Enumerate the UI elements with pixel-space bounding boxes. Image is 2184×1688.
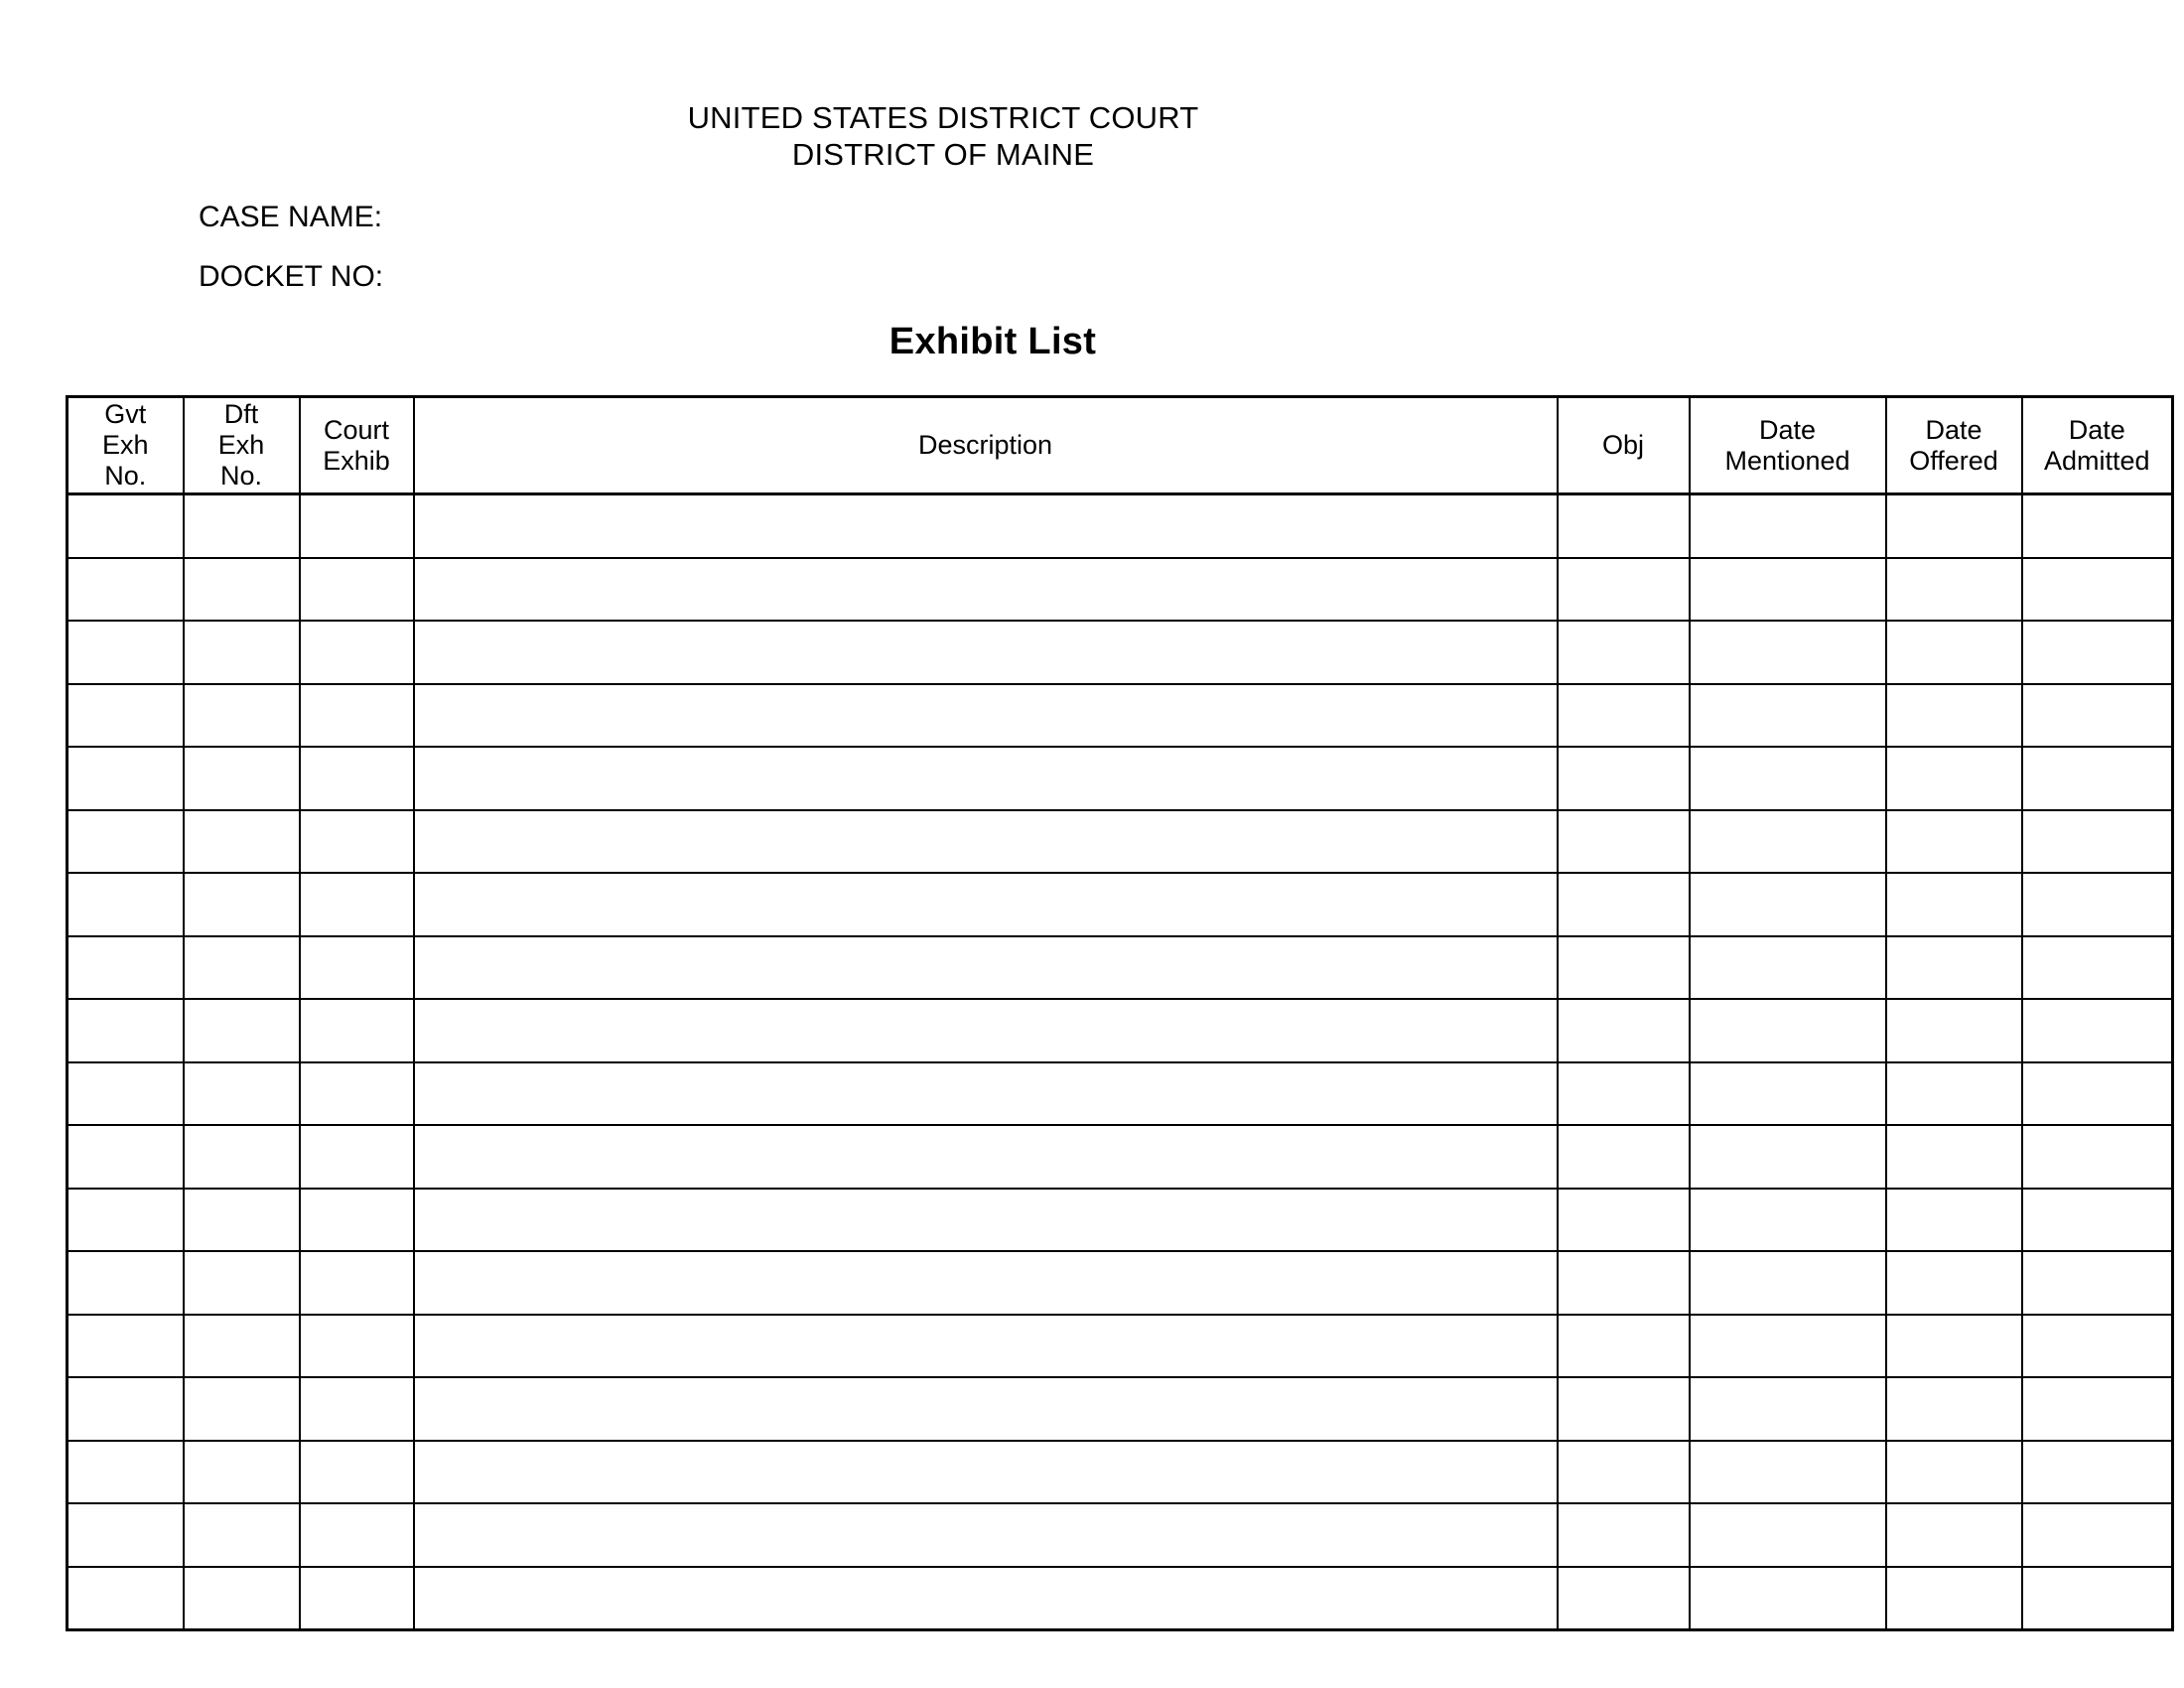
cell-dft_exh_no[interactable] — [184, 810, 300, 874]
cell-date_admitted[interactable] — [2022, 1062, 2173, 1126]
cell-court_exhib[interactable] — [300, 1441, 414, 1504]
cell-dft_exh_no[interactable] — [184, 1189, 300, 1252]
cell-description[interactable] — [414, 873, 1558, 936]
table-row[interactable] — [68, 1251, 2173, 1315]
cell-obj[interactable] — [1558, 1125, 1690, 1189]
cell-gvt_exh_no[interactable] — [68, 684, 184, 748]
exhibit-table-header — [68, 397, 2173, 494]
cell-gvt_exh_no[interactable] — [68, 1125, 184, 1189]
cell-description[interactable] — [414, 936, 1558, 1000]
cell-court_exhib[interactable] — [300, 1125, 414, 1189]
cell-date_mentioned[interactable] — [1690, 1125, 1886, 1189]
cell-date_offered[interactable] — [1886, 810, 2022, 874]
cell-date_mentioned[interactable] — [1690, 1441, 1886, 1504]
cell-obj[interactable] — [1558, 621, 1690, 684]
cell-date_mentioned[interactable] — [1690, 999, 1886, 1062]
case-name-label: CASE NAME: — [199, 201, 383, 233]
obj-line1: Obj — [1601, 430, 1645, 460]
cell-date_mentioned[interactable] — [1690, 747, 1886, 810]
cell-description[interactable] — [414, 1125, 1558, 1189]
cell-dft_exh_no[interactable] — [184, 999, 300, 1062]
docket-no-label: DOCKET NO: — [199, 260, 384, 293]
cell-dft_exh_no[interactable] — [184, 1062, 300, 1126]
column-header-gvt-exh-no — [68, 397, 184, 494]
cell-obj[interactable] — [1558, 1189, 1690, 1252]
table-row[interactable] — [68, 1377, 2173, 1441]
cell-description[interactable] — [414, 1377, 1558, 1441]
cell-description[interactable] — [414, 621, 1558, 684]
cell-date_mentioned[interactable] — [1690, 1189, 1886, 1252]
cell-date_admitted[interactable] — [2022, 1503, 2173, 1567]
cell-date_offered[interactable] — [1886, 1125, 2022, 1189]
cell-gvt_exh_no[interactable] — [68, 999, 184, 1062]
cell-court_exhib[interactable] — [300, 1251, 414, 1315]
cell-dft_exh_no[interactable] — [184, 1503, 300, 1567]
cell-description[interactable] — [414, 1503, 1558, 1567]
exhibit-table-container — [66, 395, 2171, 1631]
court-district: DISTRICT OF MAINE — [791, 137, 1095, 172]
date-admitted-line1: Date — [2068, 414, 2125, 445]
cell-obj[interactable] — [1558, 1315, 1690, 1378]
cell-obj[interactable] — [1558, 1251, 1690, 1315]
cell-description[interactable] — [414, 558, 1558, 622]
column-header-date-mentioned — [1690, 397, 1886, 494]
cell-date_mentioned[interactable] — [1690, 494, 1886, 558]
cell-date_mentioned[interactable] — [1690, 1251, 1886, 1315]
cell-date_mentioned[interactable] — [1690, 810, 1886, 874]
cell-date_admitted[interactable] — [2022, 621, 2173, 684]
cell-date_admitted[interactable] — [2022, 873, 2173, 936]
cell-court_exhib[interactable] — [300, 810, 414, 874]
cell-date_offered[interactable] — [1886, 873, 2022, 936]
cell-dft_exh_no[interactable] — [184, 621, 300, 684]
cell-gvt_exh_no[interactable] — [68, 1503, 184, 1567]
cell-court_exhib[interactable] — [300, 621, 414, 684]
cell-obj[interactable] — [1558, 810, 1690, 874]
cell-obj[interactable] — [1558, 873, 1690, 936]
cell-description[interactable] — [414, 999, 1558, 1062]
date-mentioned-line2: Mentioned — [1724, 445, 1850, 476]
cell-dft_exh_no[interactable] — [184, 1567, 300, 1630]
cell-obj[interactable] — [1558, 747, 1690, 810]
column-header-court-exhib — [300, 397, 414, 494]
cell-gvt_exh_no[interactable] — [68, 1567, 184, 1630]
cell-date_mentioned[interactable] — [1690, 873, 1886, 936]
table-row[interactable] — [68, 747, 2173, 810]
case-name-field — [199, 201, 382, 234]
cell-description[interactable] — [414, 684, 1558, 748]
cell-gvt_exh_no[interactable] — [68, 494, 184, 558]
cell-court_exhib[interactable] — [300, 1503, 414, 1567]
page-title: Exhibit List — [888, 321, 1097, 362]
cell-date_offered[interactable] — [1886, 936, 2022, 1000]
table-row[interactable] — [68, 1503, 2173, 1567]
cell-date_mentioned[interactable] — [1690, 1315, 1886, 1378]
column-header-obj — [1558, 397, 1690, 494]
cell-obj[interactable] — [1558, 1377, 1690, 1441]
cell-dft_exh_no[interactable] — [184, 747, 300, 810]
cell-date_admitted[interactable] — [2022, 1189, 2173, 1252]
cell-gvt_exh_no[interactable] — [68, 621, 184, 684]
cell-obj[interactable] — [1558, 1062, 1690, 1126]
cell-gvt_exh_no[interactable] — [68, 1062, 184, 1126]
cell-description[interactable] — [414, 1315, 1558, 1378]
cell-obj[interactable] — [1558, 684, 1690, 748]
cell-gvt_exh_no[interactable] — [68, 747, 184, 810]
cell-description[interactable] — [414, 1567, 1558, 1630]
cell-date_admitted[interactable] — [2022, 1441, 2173, 1504]
cell-gvt_exh_no[interactable] — [68, 558, 184, 622]
cell-date_mentioned[interactable] — [1690, 936, 1886, 1000]
cell-obj[interactable] — [1558, 1567, 1690, 1630]
cell-date_admitted[interactable] — [2022, 810, 2173, 874]
cell-gvt_exh_no[interactable] — [68, 1315, 184, 1378]
cell-date_offered[interactable] — [1886, 1062, 2022, 1126]
cell-gvt_exh_no[interactable] — [68, 873, 184, 936]
exhibit-table-body — [68, 494, 2173, 1630]
cell-date_offered[interactable] — [1886, 558, 2022, 622]
cell-court_exhib[interactable] — [300, 1567, 414, 1630]
cell-description[interactable] — [414, 810, 1558, 874]
table-row[interactable] — [68, 494, 2173, 558]
dft-exh-no-line1: Dft — [223, 399, 259, 429]
cell-gvt_exh_no[interactable] — [68, 1377, 184, 1441]
cell-date_offered[interactable] — [1886, 621, 2022, 684]
cell-date_mentioned[interactable] — [1690, 1503, 1886, 1567]
cell-dft_exh_no[interactable] — [184, 936, 300, 1000]
table-row[interactable] — [68, 558, 2173, 622]
cell-date_admitted[interactable] — [2022, 494, 2173, 558]
cell-date_offered[interactable] — [1886, 1503, 2022, 1567]
table-row[interactable] — [68, 684, 2173, 748]
cell-date_mentioned[interactable] — [1690, 621, 1886, 684]
docket-no-field — [199, 260, 383, 294]
cell-description[interactable] — [414, 1251, 1558, 1315]
cell-dft_exh_no[interactable] — [184, 873, 300, 936]
cell-court_exhib[interactable] — [300, 999, 414, 1062]
cell-date_offered[interactable] — [1886, 1441, 2022, 1504]
cell-date_offered[interactable] — [1886, 747, 2022, 810]
cell-date_offered[interactable] — [1886, 1377, 2022, 1441]
court-heading — [0, 99, 1886, 173]
cell-court_exhib[interactable] — [300, 873, 414, 936]
cell-date_admitted[interactable] — [2022, 558, 2173, 622]
cell-description[interactable] — [414, 1062, 1558, 1126]
date-offered-line1: Date — [1925, 414, 1982, 445]
cell-court_exhib[interactable] — [300, 747, 414, 810]
dft-exh-no-line3: No. — [219, 461, 263, 491]
cell-obj[interactable] — [1558, 1441, 1690, 1504]
table-row[interactable] — [68, 1189, 2173, 1252]
cell-obj[interactable] — [1558, 936, 1690, 1000]
gvt-exh-no-line1: Gvt — [104, 399, 147, 429]
table-row[interactable] — [68, 936, 2173, 1000]
cell-date_offered[interactable] — [1886, 1315, 2022, 1378]
date-mentioned-line1: Date — [1758, 414, 1817, 445]
cell-date_admitted[interactable] — [2022, 1377, 2173, 1441]
cell-date_mentioned[interactable] — [1690, 558, 1886, 622]
column-header-description — [414, 397, 1558, 494]
dft-exh-no-line2: Exh — [217, 430, 265, 460]
cell-description[interactable] — [414, 747, 1558, 810]
cell-gvt_exh_no[interactable] — [68, 1441, 184, 1504]
cell-dft_exh_no[interactable] — [184, 1441, 300, 1504]
cell-date_admitted[interactable] — [2022, 1125, 2173, 1189]
cell-date_offered[interactable] — [1886, 494, 2022, 558]
cell-court_exhib[interactable] — [300, 558, 414, 622]
table-row[interactable] — [68, 1441, 2173, 1504]
table-row[interactable] — [68, 1315, 2173, 1378]
cell-gvt_exh_no[interactable] — [68, 1189, 184, 1252]
court-name: UNITED STATES DISTRICT COURT — [687, 100, 1199, 135]
cell-description[interactable] — [414, 1189, 1558, 1252]
gvt-exh-no-line2: Exh — [101, 430, 149, 460]
cell-date_mentioned[interactable] — [1690, 1377, 1886, 1441]
cell-date_admitted[interactable] — [2022, 684, 2173, 748]
cell-date_admitted[interactable] — [2022, 999, 2173, 1062]
table-row[interactable] — [68, 621, 2173, 684]
column-header-date-admitted — [2022, 397, 2173, 494]
cell-date_admitted[interactable] — [2022, 1315, 2173, 1378]
cell-court_exhib[interactable] — [300, 1189, 414, 1252]
cell-court_exhib[interactable] — [300, 684, 414, 748]
table-row[interactable] — [68, 810, 2173, 874]
cell-court_exhib[interactable] — [300, 936, 414, 1000]
cell-gvt_exh_no[interactable] — [68, 810, 184, 874]
court-exhib-line2: Exhib — [323, 445, 390, 476]
court-exhib-line1: Court — [323, 414, 390, 445]
cell-date_offered[interactable] — [1886, 1251, 2022, 1315]
cell-gvt_exh_no[interactable] — [68, 1251, 184, 1315]
gvt-exh-no-line3: No. — [104, 461, 147, 491]
cell-date_offered[interactable] — [1886, 999, 2022, 1062]
cell-obj[interactable] — [1558, 558, 1690, 622]
exhibit-table — [66, 395, 2174, 1631]
cell-court_exhib[interactable] — [300, 1062, 414, 1126]
cell-dft_exh_no[interactable] — [184, 494, 300, 558]
cell-description[interactable] — [414, 494, 1558, 558]
cell-dft_exh_no[interactable] — [184, 1125, 300, 1189]
cell-dft_exh_no[interactable] — [184, 684, 300, 748]
cell-obj[interactable] — [1558, 999, 1690, 1062]
cell-dft_exh_no[interactable] — [184, 1315, 300, 1378]
table-row[interactable] — [68, 1125, 2173, 1189]
cell-court_exhib[interactable] — [300, 1315, 414, 1378]
table-row[interactable] — [68, 1567, 2173, 1630]
cell-dft_exh_no[interactable] — [184, 558, 300, 622]
cell-date_mentioned[interactable] — [1690, 1062, 1886, 1126]
column-header-dft-exh-no — [184, 397, 300, 494]
description-line1: Description — [917, 430, 1053, 460]
cell-date_offered[interactable] — [1886, 684, 2022, 748]
cell-obj[interactable] — [1558, 1503, 1690, 1567]
header-row — [68, 397, 2173, 494]
cell-date_mentioned[interactable] — [1690, 684, 1886, 748]
cell-date_admitted[interactable] — [2022, 1251, 2173, 1315]
cell-court_exhib[interactable] — [300, 1377, 414, 1441]
table-row[interactable] — [68, 999, 2173, 1062]
cell-description[interactable] — [414, 1441, 1558, 1504]
cell-date_offered[interactable] — [1886, 1189, 2022, 1252]
cell-date_admitted[interactable] — [2022, 1567, 2173, 1630]
cell-dft_exh_no[interactable] — [184, 1377, 300, 1441]
cell-gvt_exh_no[interactable] — [68, 936, 184, 1000]
cell-court_exhib[interactable] — [300, 494, 414, 558]
table-row[interactable] — [68, 1062, 2173, 1126]
date-admitted-line2: Admitted — [2043, 445, 2150, 476]
cell-date_mentioned[interactable] — [1690, 1567, 1886, 1630]
table-row[interactable] — [68, 873, 2173, 936]
date-offered-line2: Offered — [1909, 445, 1998, 476]
cell-obj[interactable] — [1558, 494, 1690, 558]
cell-date_offered[interactable] — [1886, 1567, 2022, 1630]
cell-dft_exh_no[interactable] — [184, 1251, 300, 1315]
cell-date_admitted[interactable] — [2022, 747, 2173, 810]
column-header-date-offered — [1886, 397, 2022, 494]
cell-date_admitted[interactable] — [2022, 936, 2173, 1000]
